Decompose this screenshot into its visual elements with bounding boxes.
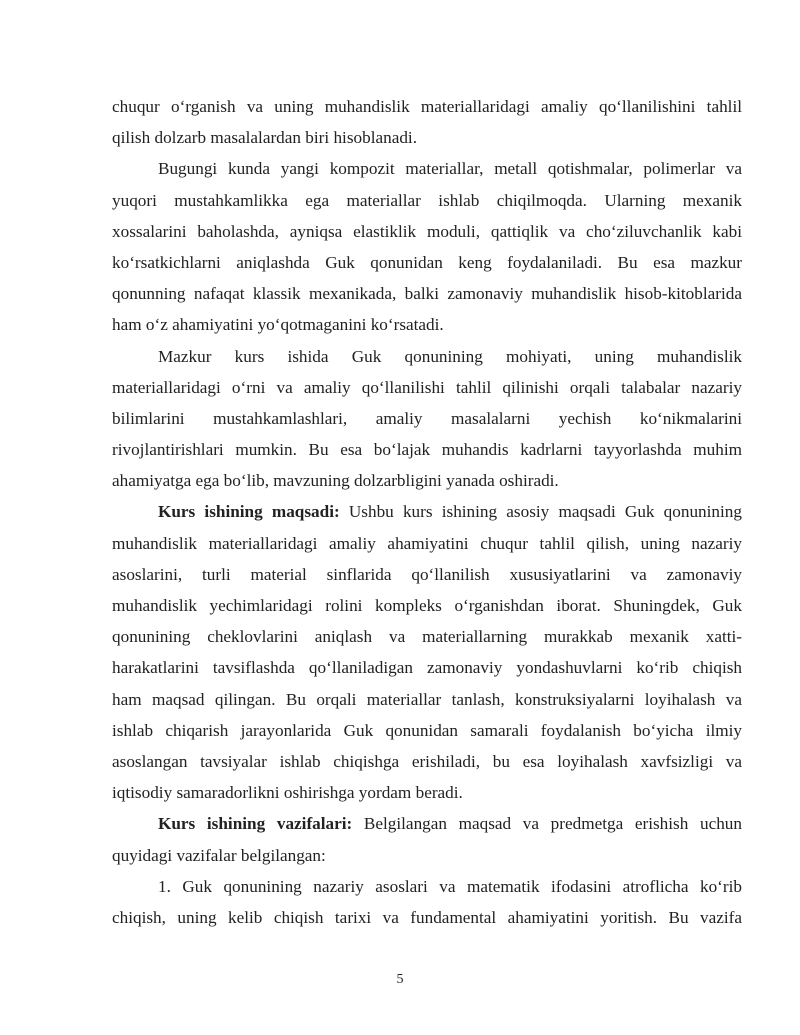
- paragraph-line: iqtisodiy samaradorlikni oshirishga yordam beradi.: [112, 783, 463, 803]
- list-item-line: 1. Guk qonunining nazariy asoslari va matematik ifodasini atroflicha ko‘rib: [158, 876, 742, 896]
- section-heading-vazifalar: Kurs ishining vazifalari:: [158, 814, 353, 834]
- paragraph-line: ahamiyatga ega bo‘lib, mavzuning dolzarbligini yanada oshiradi.: [112, 471, 559, 491]
- paragraph-line: yuqori mustahkamlikka ega materiallar ishlab chiqilmoqda. Ularning mexanik: [112, 190, 742, 210]
- paragraph-line-rest: Belgilangan maqsad va predmetga erishish uchun: [352, 814, 742, 834]
- paragraph-line: asoslarini, turli material sinflarida qo‘llanilish xususiyatlarini va zamonaviy: [112, 564, 742, 584]
- paragraph-line: ko‘rsatkichlarni aniqlashda Guk qonunidan keng foydalaniladi. Bu esa mazkur: [112, 252, 742, 272]
- section-heading-maqsad: Kurs ishining maqsadi:: [158, 502, 340, 522]
- paragraph-line: quyidagi vazifalar belgilangan:: [112, 845, 326, 865]
- page-number: 5: [396, 972, 404, 987]
- paragraph-first-line: [112, 808, 742, 839]
- paragraph-line: bilimlarini mustahkamlashlari, amaliy masalalarni yechish ko‘nikmalarini: [112, 408, 742, 428]
- paragraph-line: xossalarini baholashda, ayniqsa elastiklik moduli, qattiqlik va cho‘ziluvchanlik kabi: [112, 221, 742, 241]
- paragraph-line: qilish dolzarb masalalardan biri hisoblanadi.: [112, 128, 417, 148]
- paragraph-line: qonunning nafaqat klassik mexanikada, balki zamonaviy muhandislik hisob-kitoblarida: [112, 284, 742, 304]
- paragraph-line: chuqur o‘rganish va uning muhandislik materiallaridagi amaliy qo‘llanilishini tahlil: [112, 97, 742, 116]
- paragraph-line: Mazkur kurs ishida Guk qonunining mohiyati, uning muhandislik: [158, 346, 742, 366]
- paragraph-line: Bugungi kunda yangi kompozit materiallar, metall qotishmalar, polimerlar va: [158, 159, 742, 179]
- paragraph-line: materiallaridagi o‘rni va amaliy qo‘llanilishi tahlil qilinishi orqali talabalar nazariy: [112, 377, 742, 397]
- paragraph-line: qonunining cheklovlarini aniqlash va materiallarning murakkab mexanik xatti-: [112, 627, 742, 647]
- paragraph-line: asoslangan tavsiyalar ishlab chiqishga erishiladi, bu esa loyihalash xavfsizligi va: [112, 751, 742, 771]
- document-page: [112, 91, 742, 933]
- paragraph-line: ham maqsad qilingan. Bu orqali materiallar tanlash, konstruksiyalarni loyihalash va: [112, 689, 742, 709]
- paragraph-line: muhandislik yechimlaridagi rolini kompleks o‘rganishdan iborat. Shuningdek, Guk: [112, 596, 742, 615]
- paragraph-line: ham o‘z ahamiyatini yo‘qotmaganini ko‘rsatadi.: [112, 315, 444, 335]
- paragraph-line: rivojlantirishlari mumkin. Bu esa bo‘lajak muhandis kadrlarni tayyorlashda muhim: [112, 440, 742, 460]
- paragraph-first-line: [112, 496, 742, 527]
- list-item-line: chiqish, uning kelib chiqish tarixi va fundamental ahamiyatini yoritish. Bu vazifa: [112, 907, 742, 927]
- paragraph-line: muhandislik materiallaridagi amaliy ahamiyatini chuqur tahlil qilish, uning nazariy: [112, 533, 742, 553]
- paragraph-line: harakatlarini tavsiflashda qo‘llaniladigan zamonaviy yondashuvlarni ko‘rib chiqish: [112, 658, 742, 678]
- paragraph-line-rest: Ushbu kurs ishining asosiy maqsadi Guk qonunining: [339, 502, 742, 522]
- paragraph-line: ishlab chiqarish jarayonlarida Guk qonunidan samarali foydalanish bo‘yicha ilmiy: [112, 720, 742, 740]
